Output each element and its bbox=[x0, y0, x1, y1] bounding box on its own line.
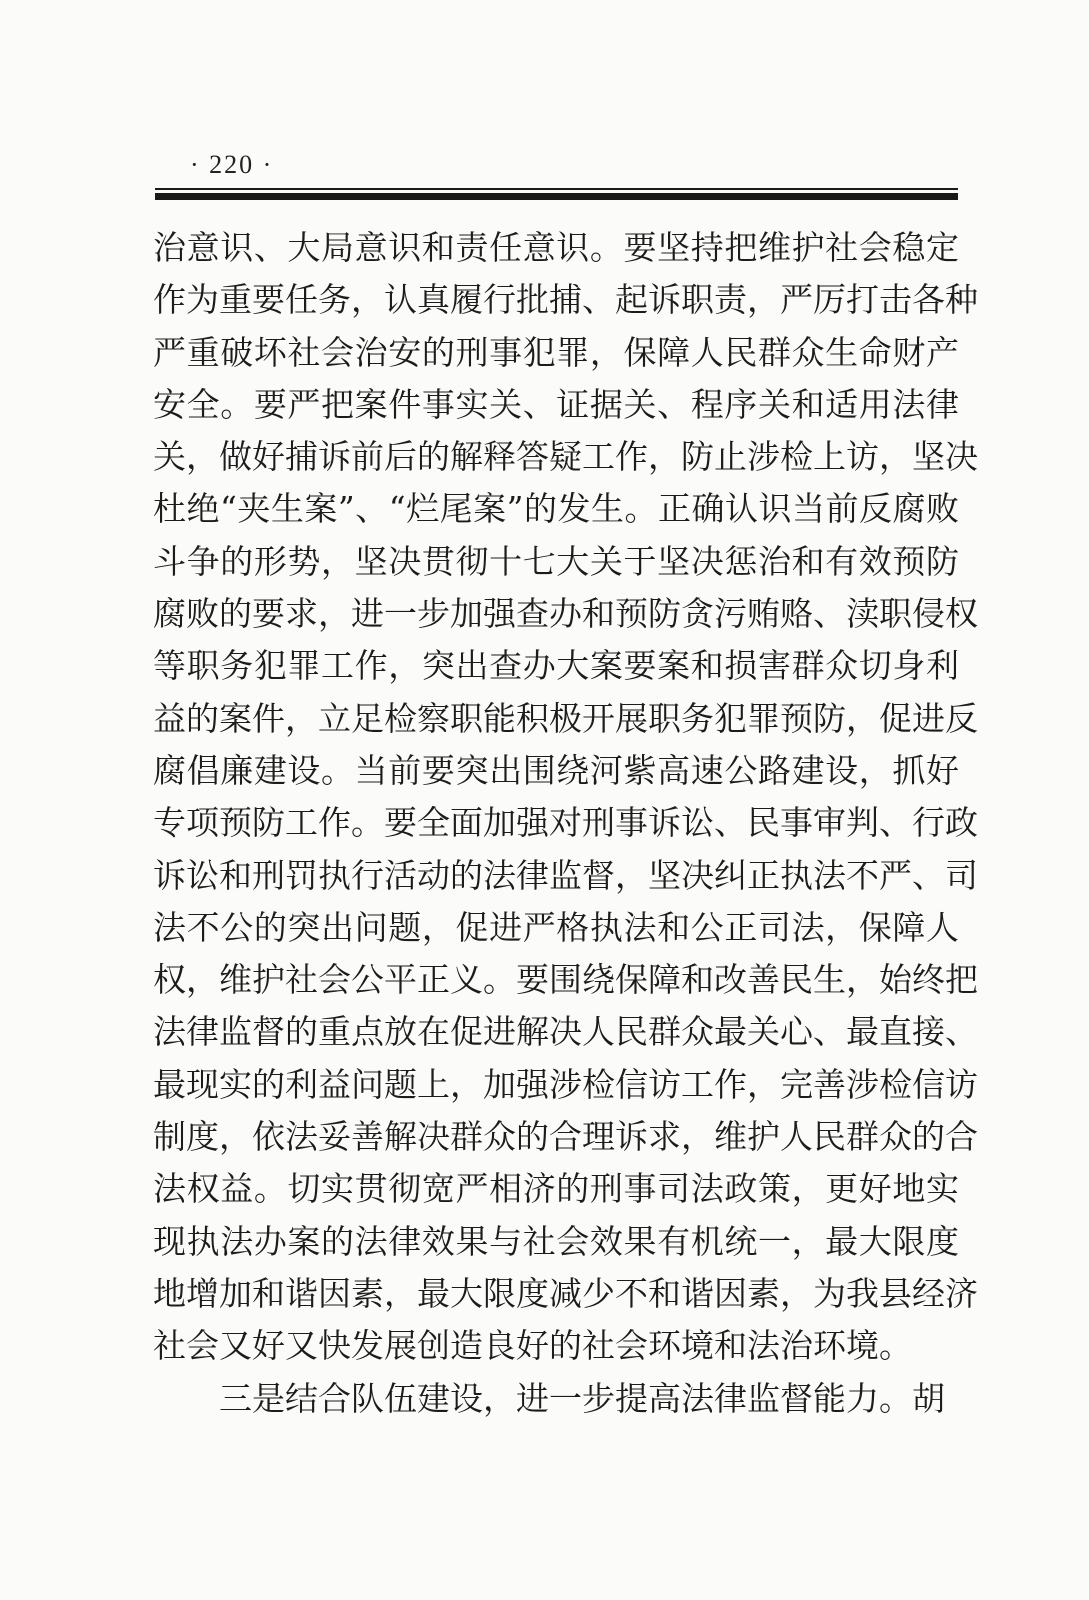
header-rule-thin bbox=[155, 188, 958, 190]
text-line: 法律监督的重点放在促进解决人民群众最关心、最直接、 bbox=[153, 1012, 978, 1052]
text-line: 诉讼和刑罚执行活动的法律监督，坚决纠正执法不严、司 bbox=[153, 855, 978, 895]
text-line: 严重破坏社会治安的刑事犯罪，保障人民群众生命财产 bbox=[153, 332, 959, 372]
text-line: 益的案件，立足检察职能积极开展职务犯罪预防，促进反 bbox=[153, 698, 978, 738]
text-line: 地增加和谐因素，最大限度减少不和谐因素，为我县经济 bbox=[153, 1273, 978, 1313]
paragraph-start-line: 三是结合队伍建设，进一步提高法律监督能力。胡 bbox=[219, 1378, 945, 1418]
text-line: 治意识、大局意识和责任意识。要坚持把维护社会稳定 bbox=[153, 228, 959, 267]
text-line: 专项预防工作。要全面加强对刑事诉讼、民事审判、行政 bbox=[153, 803, 978, 843]
text-line: 腐败的要求，进一步加强查办和预防贪污贿赂、渎职侵权 bbox=[153, 594, 978, 634]
header-rule-thick bbox=[155, 193, 958, 200]
text-line: 现执法办案的法律效果与社会效果有机统一，最大限度 bbox=[153, 1221, 959, 1261]
text-line: 作为重要任务，认真履行批捕、起诉职责，严厉打击各种 bbox=[153, 280, 978, 320]
text-line: 斗争的形势，坚决贯彻十七大关于坚决惩治和有效预防 bbox=[153, 541, 959, 581]
body-text bbox=[153, 222, 978, 1425]
page-number: · 220 · bbox=[190, 150, 274, 179]
text-line: 腐倡廉建设。当前要突出围绕河紫高速公路建设，抓好 bbox=[153, 750, 959, 790]
text-line: 安全。要严把案件事实关、证据关、程序关和适用法律 bbox=[153, 384, 959, 424]
text-line: 法不公的突出问题，促进严格执法和公正司法，保障人 bbox=[153, 907, 959, 947]
text-line: 关，做好捕诉前后的解释答疑工作，防止涉检上访，坚决 bbox=[153, 437, 978, 477]
text-line: 权，维护社会公平正义。要围绕保障和改善民生，始终把 bbox=[153, 960, 978, 1000]
text-line: 社会又好又快发展创造良好的社会环境和法治环境。 bbox=[153, 1326, 912, 1366]
text-line: 法权益。切实贯彻宽严相济的刑事司法政策，更好地实 bbox=[153, 1169, 959, 1209]
text-line: 制度，依法妥善解决群众的合理诉求，维护人民群众的合 bbox=[153, 1117, 978, 1157]
text-line: 杜绝“夹生案”、“烂尾案”的发生。正确认识当前反腐败 bbox=[153, 489, 959, 529]
text-line: 最现实的利益问题上，加强涉检信访工作，完善涉检信访 bbox=[153, 1064, 978, 1104]
text-line: 等职务犯罪工作，突出查办大案要案和损害群众切身利 bbox=[153, 646, 959, 686]
